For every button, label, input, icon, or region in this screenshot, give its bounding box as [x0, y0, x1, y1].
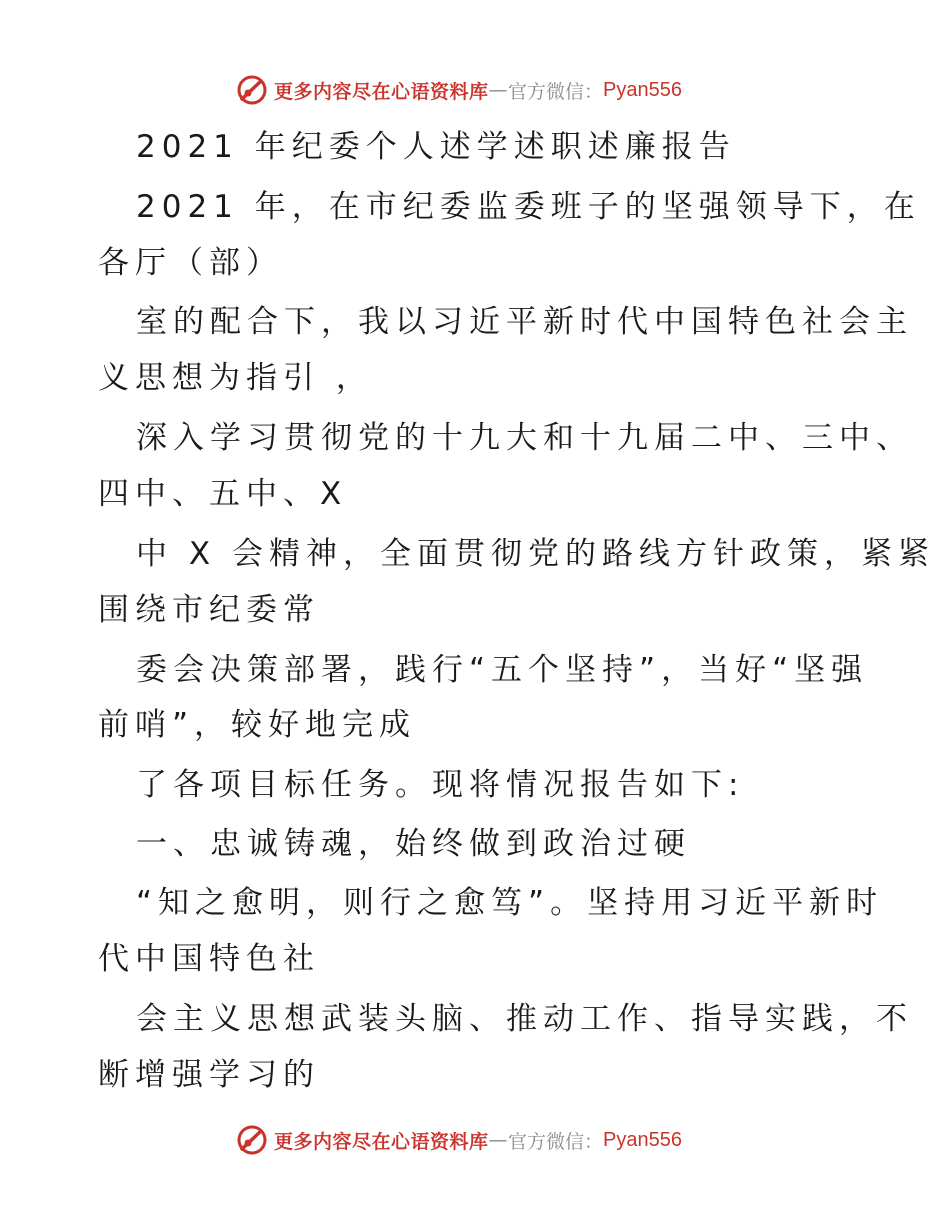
- paragraph-line: 会主义思想武装头脑、推动工作、指导实践，不: [136, 1001, 913, 1037]
- paragraph-line: 断增强学习的: [98, 1057, 320, 1093]
- paragraph-line: 义思想为指引 ，: [98, 360, 373, 396]
- banner-separator: —: [488, 1129, 509, 1151]
- brush-circle-logo-icon: [236, 74, 268, 106]
- banner-label: 官方微信：: [508, 80, 604, 103]
- paragraph-line: 中 X 会精神，全面贯彻党的路线方针政策，紧紧: [136, 536, 935, 572]
- paragraph-line: 围绕市纪委常: [98, 592, 320, 628]
- banner-wechat-id: Pyan556: [603, 1128, 682, 1151]
- header-banner: [236, 70, 682, 110]
- banner-label: 官方微信：: [508, 1130, 604, 1153]
- brush-circle-logo-icon: [236, 1124, 268, 1156]
- paragraph-line: 室的配合下，我以习近平新时代中国特色社会主: [136, 304, 913, 340]
- paragraph-line: 各厅（部）: [98, 245, 283, 281]
- footer-banner: [236, 1120, 682, 1160]
- paragraph-line: 前哨”，较好地完成: [98, 707, 417, 743]
- banner-promo-text: 更多内容尽在心语资料库: [274, 80, 489, 103]
- paragraph-line: 2021 年，在市纪委监委班子的坚强领导下，在: [136, 189, 921, 225]
- document-title: 2021 年纪委个人述学述职述廉报告: [136, 129, 736, 165]
- paragraph-line: 四中、五中、X: [98, 476, 348, 512]
- banner-separator: —: [488, 79, 509, 101]
- paragraph-line: “知之愈明，则行之愈笃”。坚持用习近平新时: [136, 885, 884, 921]
- paragraph-line: 代中国特色社: [98, 941, 320, 977]
- banner-promo-text: 更多内容尽在心语资料库: [274, 1130, 489, 1153]
- paragraph-line: 委会决策部署，践行“五个坚持”，当好“坚强: [136, 652, 869, 688]
- banner-wechat-id: Pyan556: [603, 78, 682, 101]
- paragraph-line: 深入学习贯彻党的十九大和十九届二中、三中、: [136, 420, 913, 456]
- section-heading: 一、忠诚铸魂，始终做到政治过硬: [136, 826, 691, 862]
- paragraph-line: 了各项目标任务。现将情况报告如下:: [136, 767, 745, 803]
